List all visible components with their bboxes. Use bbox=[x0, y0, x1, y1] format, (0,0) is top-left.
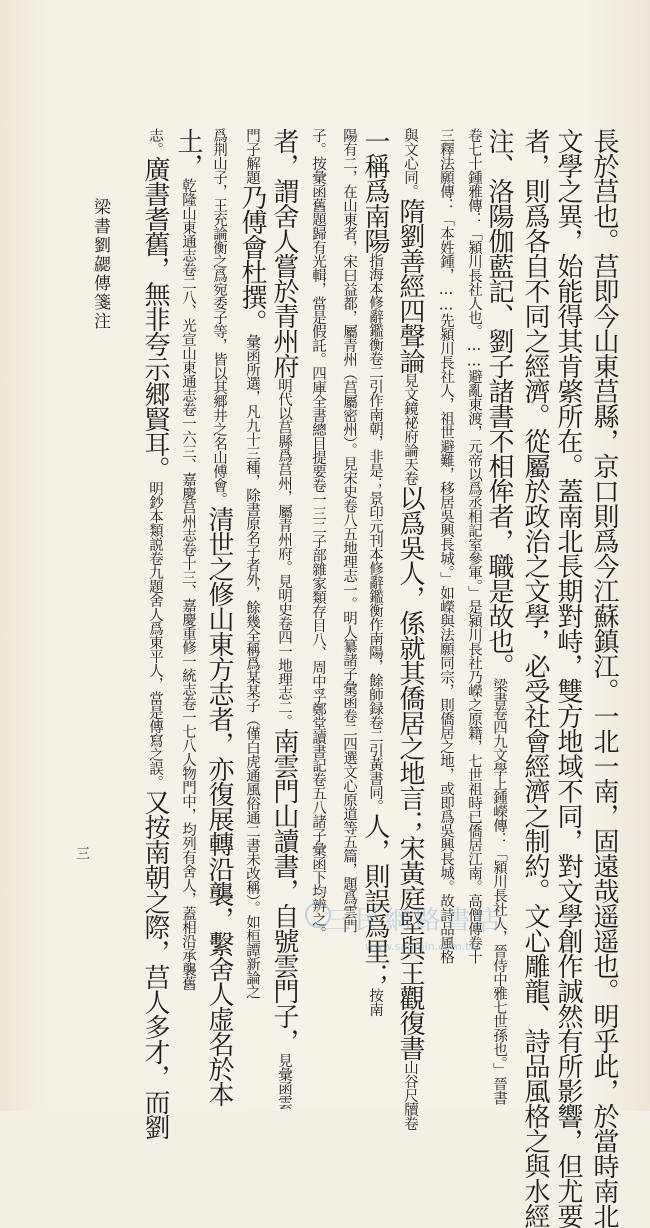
main-text: 人，則誤爲里； bbox=[360, 813, 390, 988]
note-text: 見彙函雲 bbox=[276, 1053, 292, 1109]
text-column bbox=[359, 128, 389, 1073]
text-column bbox=[329, 128, 359, 1073]
note-text: 與文心同。 bbox=[402, 128, 418, 198]
main-text: 者，則爲各自不同之經濟。從屬於政治之文學，必受社會經濟之制約。文心雕龍、詩品風格之與水經 bbox=[520, 128, 550, 1228]
text-column bbox=[203, 128, 234, 1106]
note-text: 指海本修辭鑑衡卷二引作南朝，非是；景印元刊本修辭鑑衡作南陽，餘師録卷二引黃書同。 bbox=[367, 253, 383, 813]
note-text: 卷七十鍾雅傳：「潁川長社人也。……避亂東渡，元帝以爲丞相記室參軍。」是潁川長社乃嶸之原籍，七世祖時已僑居江南。高僧傳卷十 bbox=[466, 128, 482, 964]
note-text: 梁書卷四九文學上鍾嶸傳：「潁川長社人，晉侍中雅七世孫也。」晉書 bbox=[491, 678, 507, 1105]
main-text: 乃傅會杜撰。 bbox=[237, 184, 267, 334]
text-column bbox=[588, 128, 619, 1228]
main-text: 隋劉善經四聲論 bbox=[395, 198, 425, 373]
note-text: 乾隆山東通志卷二八、光宣山東通志卷一六三、嘉慶莒州志卷十三、嘉慶重修一統志卷一七八人物門中，均列有舍人，蓋相沿承襲舊 bbox=[180, 178, 196, 990]
page-number: 三 bbox=[74, 846, 90, 860]
text-column bbox=[172, 128, 202, 1073]
main-text: 者，謂舍人嘗於青州府 bbox=[269, 128, 299, 378]
note-text: 爲荆山子，王充論衡之爲宛委子等，皆以其郷井之名山傅會。 bbox=[211, 128, 227, 506]
note-text: 明鈔本類説卷九題舍人爲東平人，當是傳寫之誤。 bbox=[147, 481, 163, 789]
main-text: 清世之修山東方志者，亦復展轉沿襲，繫舍人虚名於本 bbox=[204, 506, 234, 1106]
note-text: 陽有二，在山東者，宋曰益都，屬青州（莒屬密州）。見宋史卷八五地理志一。明人纂諸子彙函卷二四選文心原道等五篇，題爲雲門 bbox=[341, 128, 357, 933]
main-text: 長於莒也。莒即今山東莒縣，京口則爲今江蘇鎮江。一北一南，固遠哉遥遥也。明乎此，於當時南北 bbox=[589, 128, 619, 1228]
main-text: 廣書耆舊，無非夸示郷賢耳。 bbox=[140, 156, 170, 481]
note-text: 門子解題 bbox=[244, 128, 260, 184]
main-text: 以爲吳人，係就其僑居之地言；宋黃庭堅與王觀復書 bbox=[395, 485, 425, 1060]
watermark-url: www.sanmin.com.tw bbox=[365, 940, 479, 953]
note-text: 志。 bbox=[147, 128, 163, 156]
text-column bbox=[298, 128, 328, 1073]
text-column bbox=[394, 128, 425, 1130]
note-text: 子。按彙函舊題歸有光輯，當是假託。四庫全書總目提要卷一三二子部雜家類存目八、周中孚鄭堂讀書記卷五八諸子彙函下均辨之。 bbox=[310, 128, 326, 940]
text-column bbox=[454, 128, 484, 1073]
note-text: 按南 bbox=[367, 988, 383, 1016]
text-column bbox=[236, 128, 266, 1073]
note-text: 見文鏡祕府論天卷 bbox=[402, 373, 418, 485]
text-column bbox=[139, 128, 170, 1139]
text-column bbox=[483, 128, 514, 1105]
watermark-name: 三民網路書店 bbox=[325, 906, 506, 936]
main-text: 土， bbox=[173, 128, 203, 178]
note-text: 山谷尺牘卷 bbox=[402, 1060, 418, 1130]
main-text: 南雲門山讀書，自號雲門子， bbox=[269, 728, 299, 1053]
note-text: 彙函所選，凡九十三種，除書原名子者外，餘幾全稱爲某某子（僅白虎通風俗通二書未改稱）。如桓譚新論之 bbox=[244, 334, 260, 999]
text-column bbox=[426, 128, 456, 1073]
running-title: 梁書劉勰傳箋注 bbox=[90, 198, 110, 331]
main-text: 注、洛陽伽藍記、劉子諸書不相侔者，職是故也。 bbox=[484, 128, 514, 678]
note-text: 三釋法願傳：「本姓鍾，……先潁川長社人，祖世避難，移居吳興長城。」如嶸與法願同宗，則僑居之地，或即爲吳興長城。故詩品風格 bbox=[438, 128, 454, 964]
main-text: 文學之異，始能得其肯綮所在。蓋南北長期對峙，雙方地域不同，對文學創作誠然有所影響，但尤要 bbox=[553, 128, 583, 1228]
main-text: 又按南朝之際，莒人多才，而劉 bbox=[140, 789, 170, 1139]
main-text: 一稱爲南陽 bbox=[360, 128, 390, 253]
note-text: 明代以莒縣爲莒州，屬青州府。見明史卷四一地理志二。 bbox=[276, 378, 292, 728]
text-column bbox=[552, 128, 583, 1228]
text-column bbox=[268, 128, 299, 1109]
text-column bbox=[519, 128, 550, 1228]
